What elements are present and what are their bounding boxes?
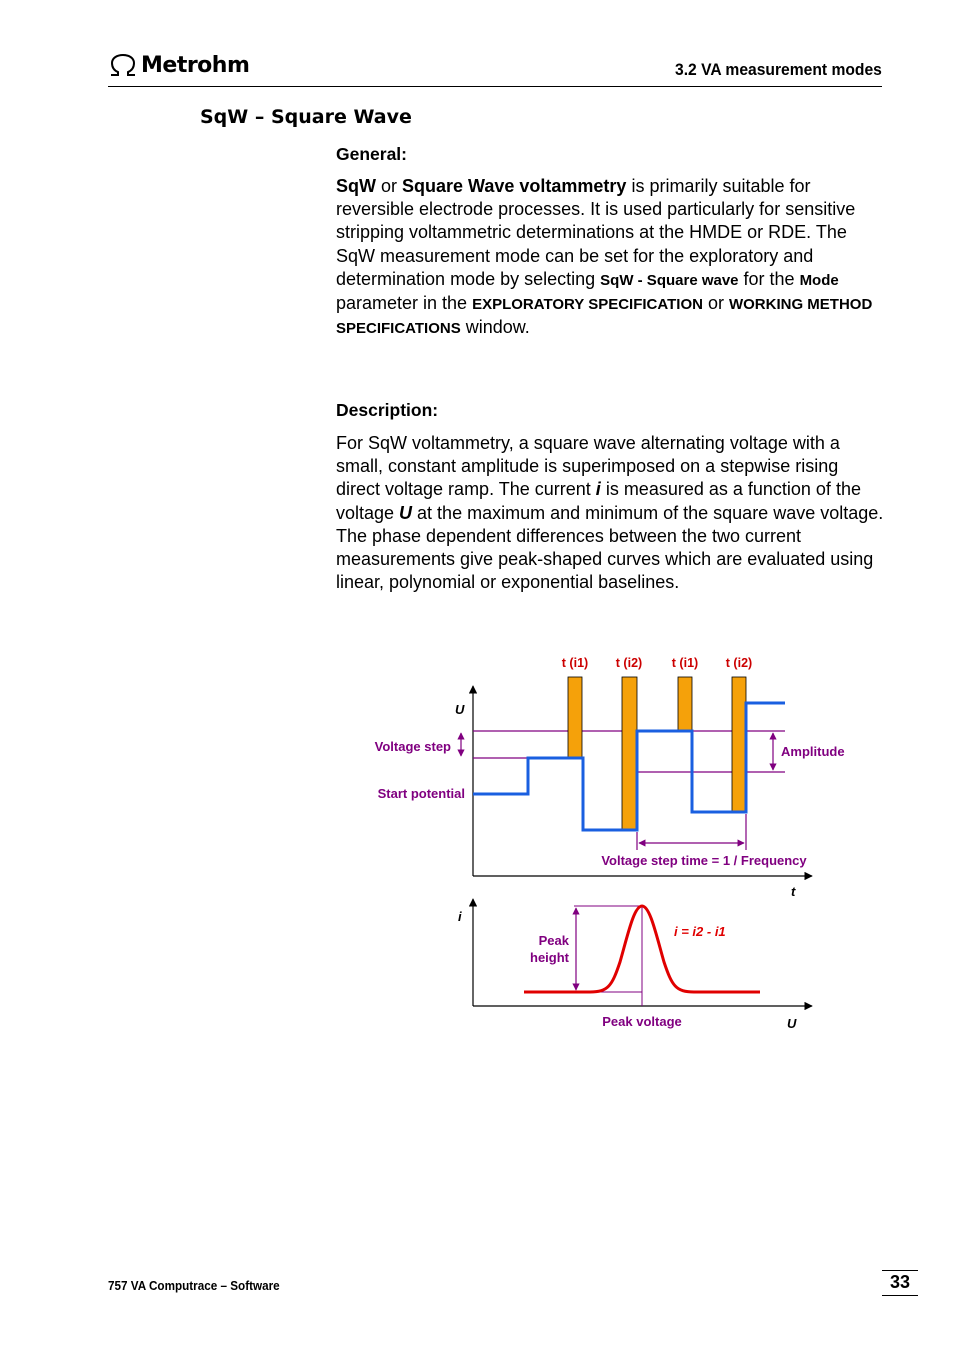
sample-label-2: t (i2) (615, 656, 643, 670)
step-time-label: Voltage step time = 1 / Frequency (601, 853, 807, 868)
section-title: 3.2 VA measurement modes (675, 60, 882, 79)
sample-label-4: t (i2) (725, 656, 753, 670)
general-paragraph (336, 175, 884, 340)
text-segment: window. (460, 317, 530, 338)
ui-window-exploratory: EXPLORATORY SPECIFICATION (472, 296, 703, 314)
formula-label: i = i2 - i1 (674, 924, 726, 939)
metrohm-logo (108, 52, 249, 78)
symbol-i: i (595, 479, 601, 500)
top-x-axis-label: t (791, 884, 796, 899)
sample-bar-4 (732, 677, 746, 812)
ui-option-sqw: SqW - Square wave (600, 271, 739, 289)
header-rule (108, 86, 882, 87)
text-segment: is measured as a function of the voltage (336, 479, 861, 523)
sample-bar-3 (678, 677, 692, 731)
footer-product: 757 VA Computrace – Software (108, 1278, 280, 1293)
text-segment: at the maximum and minimum of the square wave voltage. The phase dependent differences between the two current measurements give peak-shaped curves which are evaluated using linear, polynomial or exponential baselines. (336, 502, 884, 593)
top-y-axis-label: U (455, 702, 465, 717)
bottom-y-axis-label: i (458, 909, 462, 924)
amplitude-label: Amplitude (781, 744, 845, 759)
text-segment: or (376, 176, 403, 196)
text-square-wave: Square Wave voltammetry (402, 176, 627, 196)
text-sqw: SqW (336, 176, 376, 196)
text-segment: For SqW voltammetry, a square wave alternating voltage with a small, constant amplitude is superimposed on a stepwise rising direct voltage ramp. The current (336, 433, 840, 500)
general-heading: General: (336, 144, 407, 164)
description-paragraph (336, 432, 884, 594)
ui-param-mode: Mode (799, 271, 839, 289)
logo-text: Metrohm (141, 52, 250, 78)
sample-label-3: t (i1) (671, 656, 699, 670)
text-segment: for the (738, 268, 800, 289)
page-number: 33 (882, 1270, 918, 1296)
square-wave-diagram (350, 640, 870, 1040)
ui-window-working: WORKING METHOD SPECIFICATIONS (336, 296, 873, 338)
sample-bar-1 (568, 677, 582, 758)
omega-logo-icon (108, 52, 138, 78)
text-segment: parameter in the (336, 293, 473, 314)
peak-height-label-line2: height (530, 950, 569, 965)
sample-bar-2 (622, 677, 637, 830)
bottom-x-axis-label: U (787, 1016, 797, 1031)
peak-height-label-line1: Peak (538, 933, 569, 948)
description-heading: Description: (336, 400, 439, 420)
text-segment: is primarily suitable for reversible electrode processes. It is used particularly for sensitive stripping voltammetric determinations at the HMDE or RDE. The SqW measurement mode can be set for the exploratory and determination mode by selecting (336, 176, 856, 289)
start-potential-label: Start potential (377, 786, 465, 801)
text-segment: or (702, 293, 729, 314)
symbol-u: U (399, 502, 413, 523)
page-heading: SqW – Square Wave (200, 106, 412, 128)
voltage-step-label: Voltage step (374, 739, 451, 754)
peak-voltage-label: Peak voltage (602, 1014, 682, 1029)
sample-label-1: t (i1) (561, 656, 589, 670)
